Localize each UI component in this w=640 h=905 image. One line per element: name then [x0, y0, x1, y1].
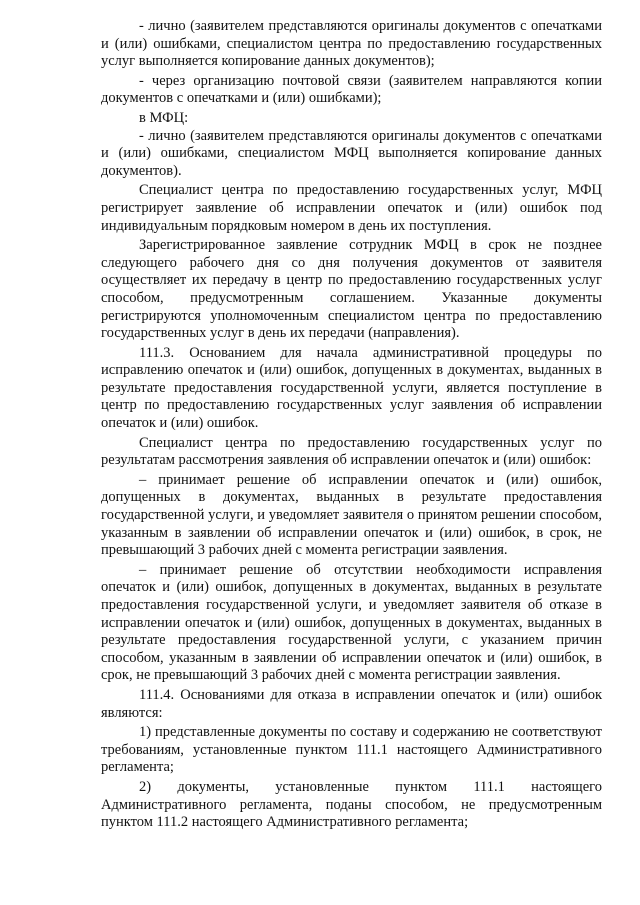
paragraph-111-4: 111.4. Основаниями для отказа в исправлении опечаток и (или) ошибок являются: — [101, 686, 602, 721]
paragraph-111-3: 111.3. Основанием для начала административной процедуры по исправлению опечаток и (или) ошибок, допущенных в документах, выданных в результате предоставления государственной услуги, является поступление в центр по предоставлению государственных услуг заявления об исправлении опечаток и (или) ошибок. — [101, 344, 602, 432]
paragraph-mfc-transfer: Зарегистрированное заявление сотрудник МФЦ в срок не позднее следующего рабочего дня со дня получения документов от заявителя осуществляет их передачу в центр по предоставлению государственных услуг способом, предусмотренным соглашением. Указанные документы регистрируются уполномоченным специалистом центра по предоставлению государственных услуг в день их передачи (направления). — [101, 237, 602, 342]
paragraph-decision-correct: – принимает решение об исправлении опечаток и (или) ошибок, допущенных в документах, выданных в результате предоставления государственной услуги, и уведомляет заявителя о принятом решении способом, указанным в заявлении об исправлении опечаток и (или) ошибок, в срок, не превышающий 3 рабочих дней с момента регистрации заявления. — [101, 471, 602, 559]
paragraph-personal-submission-center: - лично (заявителем представляются оригиналы документов с опечатками и (или) ошибками, специалистом центра по предоставлению государственных услуг выполняется копирование данных документов); — [101, 18, 602, 70]
paragraph-refusal-reason-1: 1) представленные документы по составу и содержанию не соответствуют требованиям, установленные пунктом 111.1 настоящего Административного регламента; — [101, 724, 602, 776]
paragraph-registration: Специалист центра по предоставлению государственных услуг, МФЦ регистрирует заявление об исправлении опечаток и (или) ошибок под индивидуальным порядковым номером в день их поступления. — [101, 182, 602, 234]
paragraph-mfc-heading: в МФЦ: — [139, 109, 189, 126]
paragraph-personal-submission-mfc: - лично (заявителем представляются оригиналы документов с опечатками и (или) ошибками, специалистом МФЦ выполняется копирование данных документов). — [101, 127, 602, 179]
paragraph-refusal-reason-2: 2) документы, установленные пунктом 111.1 настоящего Административного регламента, поданы способом, не предусмотренным пунктом 111.2 настоящего Административного регламента; — [101, 778, 602, 831]
paragraph-postal-submission: - через организацию почтовой связи (заявителем направляются копии документов с опечатками и (или) ошибками); — [101, 72, 602, 107]
paragraph-decision-refuse: – принимает решение об отсутствии необходимости исправления опечаток и (или) ошибок, допущенных в документах, выданных в результате предоставления государственной услуги, и уведомляет заявителя об отказе в исправлении опечаток и (или) ошибок, допущенных в документах, выданных в результате предоставления государственной услуги, с указанием причин способом, указанным в заявлении об исправлении опечаток и (или) ошибок, в срок, не превышающий 3 рабочих дней с момента регистрации заявления. — [101, 561, 602, 684]
document-page — [101, 18, 602, 834]
paragraph-review-results: Специалист центра по предоставлению государственных услуг по результатам рассмотрения заявления об исправлении опечаток и (или) ошибок: — [101, 434, 602, 469]
